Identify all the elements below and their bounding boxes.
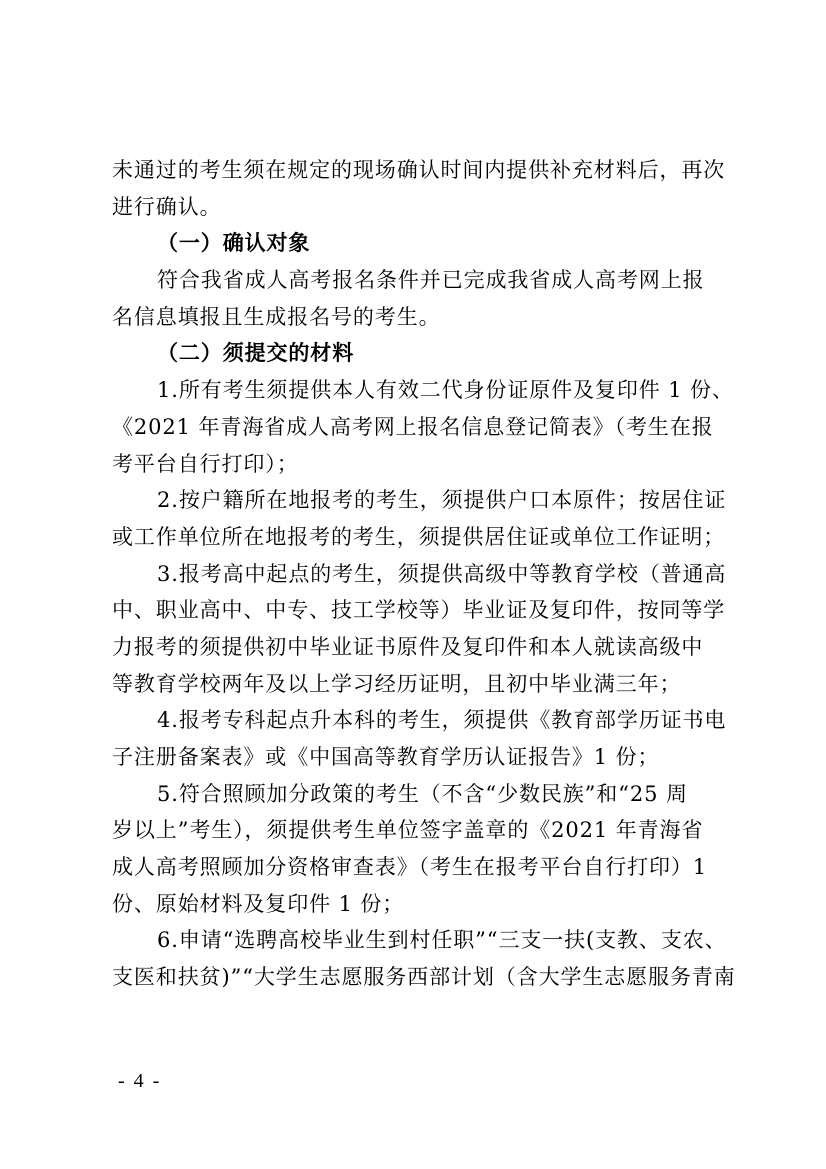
text-line: 支医和扶贫)”“大学生志愿服务西部计划（含大学生志愿服务青南 — [112, 965, 736, 990]
text-line: 或工作单位所在地报考的考生，须提供居住证或单位工作证明； — [112, 524, 726, 549]
text-line: 岁以上”考生），须提供考生单位签字盖章的《2021 年青海省 — [112, 818, 704, 843]
text-line: 3.报考高中起点的考生，须提供高级中等教育学校（普通高 — [157, 561, 727, 586]
text-line: 子注册备案表》或《中国高等教育学历认证报告》1 份； — [112, 745, 660, 769]
text-line: 1.所有考生须提供本人有效二代身份证原件及复印件 1 份、 — [157, 378, 734, 403]
text-line: 考平台自行打印）； — [112, 451, 299, 476]
text-line: 进行确认。 — [112, 194, 222, 219]
text-line: 名信息填报且生成报名号的考生。 — [112, 304, 441, 329]
text-line: 符合我省成人高考报名条件并已完成我省成人高考网上报 — [157, 268, 705, 293]
text-line: 力报考的须提供初中毕业证书原件及复印件和本人就读高级中 — [112, 634, 704, 659]
section-heading: （一）确认对象 — [157, 230, 311, 256]
text-line: 5.符合照顾加分政策的考生（不含“少数民族”和“25 周 — [157, 781, 688, 806]
text-line: 4.报考专科起点升本科的考生，须提供《教育部学历证书电 — [157, 708, 727, 733]
section-heading: （二）须提交的材料 — [157, 340, 355, 366]
text-line: 中、职业高中、中专、技工学校等）毕业证及复印件，按同等学 — [112, 598, 726, 623]
text-line: 未通过的考生须在规定的现场确认时间内提供补充材料后，再次 — [112, 158, 726, 182]
text-line: 2.按户籍所在地报考的考生，须提供户口本原件；按居住证 — [157, 488, 727, 513]
text-line: 《2021 年青海省成人高考网上报名信息登记简表》（考生在报 — [112, 414, 714, 439]
body-text — [112, 152, 736, 996]
text-line: 成人高考照顾加分资格审查表》（考生在报考平台自行打印）1 — [112, 855, 708, 880]
text-line: 等教育学校两年及以上学习经历证明，且初中毕业满三年； — [112, 671, 682, 696]
text-line: 份、原始材料及复印件 1 份； — [112, 891, 405, 916]
text-line: 6.申请“选聘高校毕业生到村任职”“三支一扶(支教、支农、 — [157, 928, 727, 953]
page-number: - 4 - — [118, 1070, 162, 1092]
